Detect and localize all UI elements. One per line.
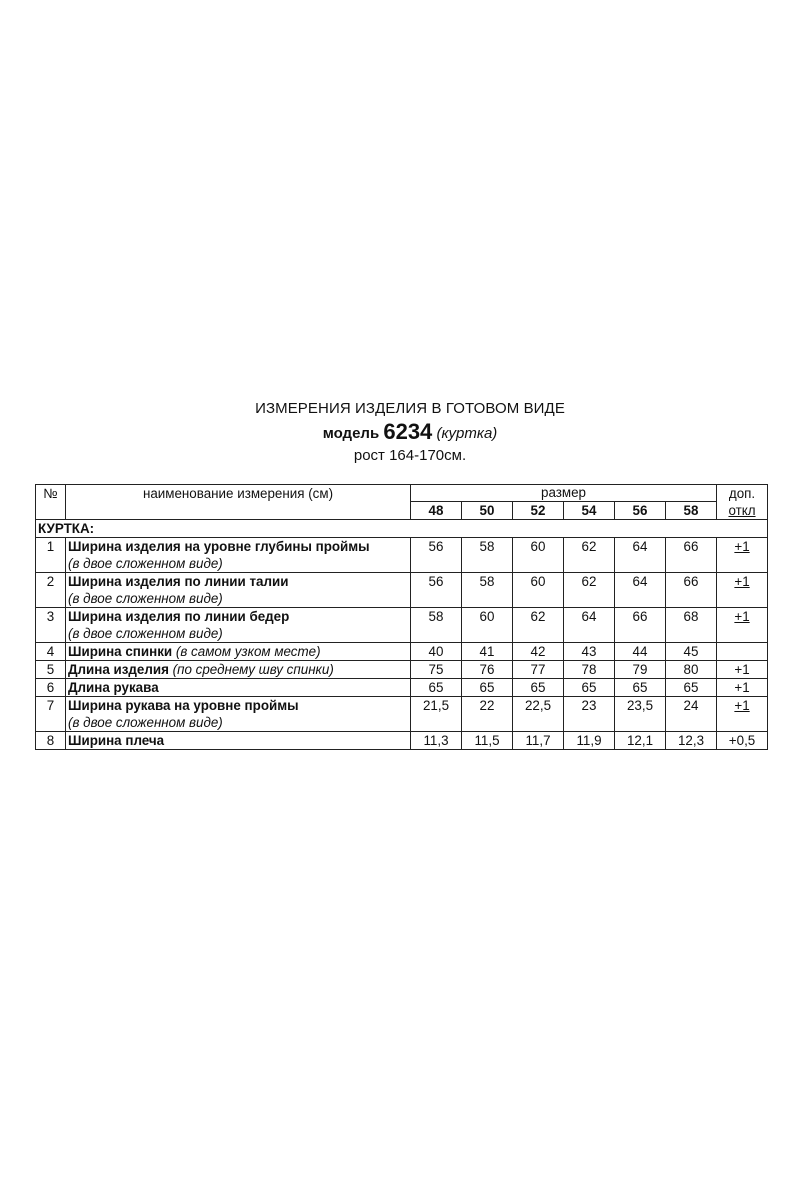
measurement-name-cell	[66, 661, 411, 679]
tolerance-cell	[717, 573, 768, 608]
document-title: ИЗМЕРЕНИЯ ИЗДЕЛИЯ В ГОТОВОМ ВИДЕ	[255, 400, 565, 417]
tolerance-cell	[717, 679, 768, 697]
tolerance-cell	[717, 697, 768, 732]
size-value-cell: 65	[411, 679, 462, 697]
row-number: 2	[36, 573, 66, 608]
measurement-name: Ширина плеча	[68, 733, 165, 748]
row-number: 6	[36, 679, 66, 697]
size-value-cell: 58	[462, 573, 513, 608]
size-value-cell: 11,9	[564, 732, 615, 750]
size-header-52: 52	[513, 502, 564, 520]
size-value-cell: 65	[513, 679, 564, 697]
tolerance-cell	[717, 661, 768, 679]
measurement-name-cell	[66, 573, 411, 608]
tolerance-cell	[717, 608, 768, 643]
size-value-cell: 66	[666, 573, 717, 608]
tolerance-value: +1	[734, 680, 750, 695]
size-value-cell: 79	[615, 661, 666, 679]
table-row	[36, 661, 768, 679]
size-value-cell: 64	[615, 538, 666, 573]
table-row	[36, 697, 768, 732]
table-row	[36, 732, 768, 750]
tolerance-cell	[717, 643, 768, 661]
size-header-50: 50	[462, 502, 513, 520]
row-number: 8	[36, 732, 66, 750]
column-header-name: наименование измерения (см)	[66, 485, 411, 520]
tolerance-cell	[717, 732, 768, 750]
size-value-cell: 60	[513, 573, 564, 608]
model-line	[0, 420, 800, 446]
size-value-cell: 80	[666, 661, 717, 679]
measurement-name-cell	[66, 608, 411, 643]
size-value-cell: 65	[564, 679, 615, 697]
measurement-name: Длина изделия	[68, 662, 169, 677]
model-number: 6234	[383, 419, 433, 444]
measurement-note: (по среднему шву спинки)	[172, 662, 334, 677]
column-header-tolerance	[717, 485, 768, 520]
table-row	[36, 643, 768, 661]
table-row	[36, 538, 768, 573]
size-value-cell: 62	[564, 538, 615, 573]
section-row	[36, 520, 768, 538]
measurement-name: Ширина спинки	[68, 644, 173, 659]
size-value-cell: 64	[564, 608, 615, 643]
document-header	[0, 398, 800, 466]
table-row	[36, 573, 768, 608]
tolerance-header-line1: доп.	[728, 486, 756, 501]
size-value-cell: 11,3	[411, 732, 462, 750]
size-value-cell: 60	[462, 608, 513, 643]
tolerance-value: +1	[734, 698, 750, 713]
size-value-cell: 76	[462, 661, 513, 679]
table-body	[36, 485, 768, 750]
size-value-cell: 75	[411, 661, 462, 679]
size-value-cell: 58	[411, 608, 462, 643]
size-value-cell: 44	[615, 643, 666, 661]
size-value-cell: 22	[462, 697, 513, 732]
tolerance-value: +1	[734, 609, 750, 624]
measurement-table	[35, 484, 768, 750]
measurement-subnote: (в двое сложенном виде)	[68, 626, 223, 641]
tolerance-value: +1	[734, 662, 750, 677]
measurement-name-cell	[66, 732, 411, 750]
measurement-subnote: (в двое сложенном виде)	[68, 556, 223, 571]
size-value-cell: 23	[564, 697, 615, 732]
size-value-cell: 66	[666, 538, 717, 573]
size-value-cell: 41	[462, 643, 513, 661]
tolerance-header-line2: откл	[728, 503, 756, 518]
row-number: 5	[36, 661, 66, 679]
measurement-name: Длина рукава	[68, 680, 159, 695]
size-value-cell: 11,5	[462, 732, 513, 750]
size-value-cell: 45	[666, 643, 717, 661]
size-header-48: 48	[411, 502, 462, 520]
measurement-subnote: (в двое сложенном виде)	[68, 591, 223, 606]
size-value-cell: 65	[462, 679, 513, 697]
size-value-cell: 64	[615, 573, 666, 608]
size-value-cell: 23,5	[615, 697, 666, 732]
measurement-name: Ширина изделия по линии бедер	[68, 609, 290, 624]
size-value-cell: 66	[615, 608, 666, 643]
size-value-cell: 40	[411, 643, 462, 661]
tolerance-cell	[717, 538, 768, 573]
table-row	[36, 679, 768, 697]
size-value-cell: 22,5	[513, 697, 564, 732]
size-value-cell: 11,7	[513, 732, 564, 750]
size-value-cell: 21,5	[411, 697, 462, 732]
measurement-note: (в самом узком месте)	[175, 644, 321, 659]
measurement-name-cell	[66, 538, 411, 573]
size-value-cell: 78	[564, 661, 615, 679]
size-value-cell: 42	[513, 643, 564, 661]
size-value-cell: 56	[411, 573, 462, 608]
size-header-58: 58	[666, 502, 717, 520]
row-number: 1	[36, 538, 66, 573]
size-value-cell: 77	[513, 661, 564, 679]
tolerance-value: +0,5	[728, 733, 756, 748]
size-header-54: 54	[564, 502, 615, 520]
size-value-cell: 68	[666, 608, 717, 643]
size-value-cell: 12,1	[615, 732, 666, 750]
measurement-name: Ширина рукава на уровне проймы	[68, 698, 299, 713]
model-type: (куртка)	[436, 425, 498, 442]
tolerance-value: +1	[734, 539, 750, 554]
size-value-cell: 58	[462, 538, 513, 573]
tolerance-value: +1	[734, 574, 750, 589]
size-value-cell: 24	[666, 697, 717, 732]
size-value-cell: 62	[513, 608, 564, 643]
measurement-subnote: (в двое сложенном виде)	[68, 715, 223, 730]
measurement-name-cell	[66, 697, 411, 732]
table-row	[36, 608, 768, 643]
size-value-cell: 12,3	[666, 732, 717, 750]
measurement-name: Ширина изделия на уровне глубины проймы	[68, 539, 370, 554]
size-value-cell: 56	[411, 538, 462, 573]
size-value-cell: 65	[615, 679, 666, 697]
size-value-cell: 43	[564, 643, 615, 661]
height-line: рост 164-170см.	[353, 447, 467, 464]
row-number: 4	[36, 643, 66, 661]
row-number: 3	[36, 608, 66, 643]
row-number: 7	[36, 697, 66, 732]
measurement-name-cell	[66, 679, 411, 697]
section-title: КУРТКА:	[36, 520, 768, 538]
column-header-number: №	[36, 485, 66, 520]
model-label: модель	[322, 425, 380, 442]
measurement-name-cell	[66, 643, 411, 661]
size-value-cell: 65	[666, 679, 717, 697]
table-header-row	[36, 485, 768, 502]
measurement-name: Ширина изделия по линии талии	[68, 574, 289, 589]
size-value-cell: 60	[513, 538, 564, 573]
column-header-size: размер	[411, 485, 717, 502]
size-header-56: 56	[615, 502, 666, 520]
size-value-cell: 62	[564, 573, 615, 608]
